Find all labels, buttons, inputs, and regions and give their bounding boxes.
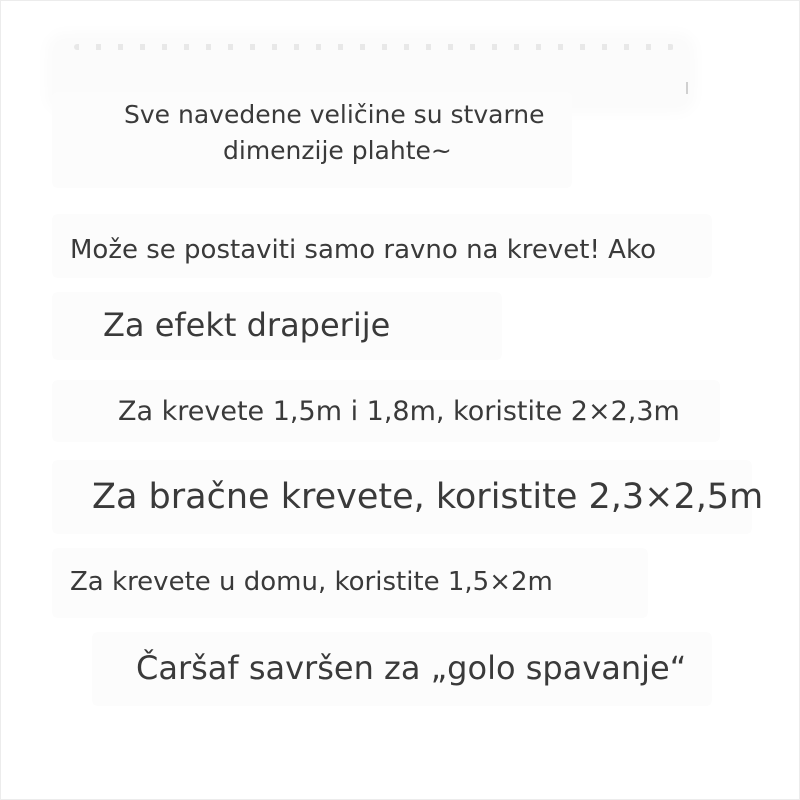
artifact-tick	[686, 82, 688, 94]
size-note-line-1: Sve navedene veličine su stvarne	[124, 100, 545, 129]
size-note-line-2: dimenzije plahte~	[223, 136, 452, 165]
sheet-tagline: Čaršaf savršen za „golo spavanje“	[136, 649, 687, 687]
drape-effect-heading: Za efekt draperije	[103, 306, 391, 344]
size-rec-1-5m-1-8m: Za krevete 1,5m i 1,8m, koristite 2×2,3m	[118, 396, 680, 427]
flat-placement-note: Može se postaviti samo ravno na krevet! Ako	[70, 235, 657, 265]
artifact-dots	[74, 44, 674, 50]
size-rec-double-bed: Za bračne krevete, koristite 2,3×2,5m	[92, 477, 764, 517]
size-rec-dorm-bed: Za krevete u domu, koristite 1,5×2m	[70, 567, 553, 597]
